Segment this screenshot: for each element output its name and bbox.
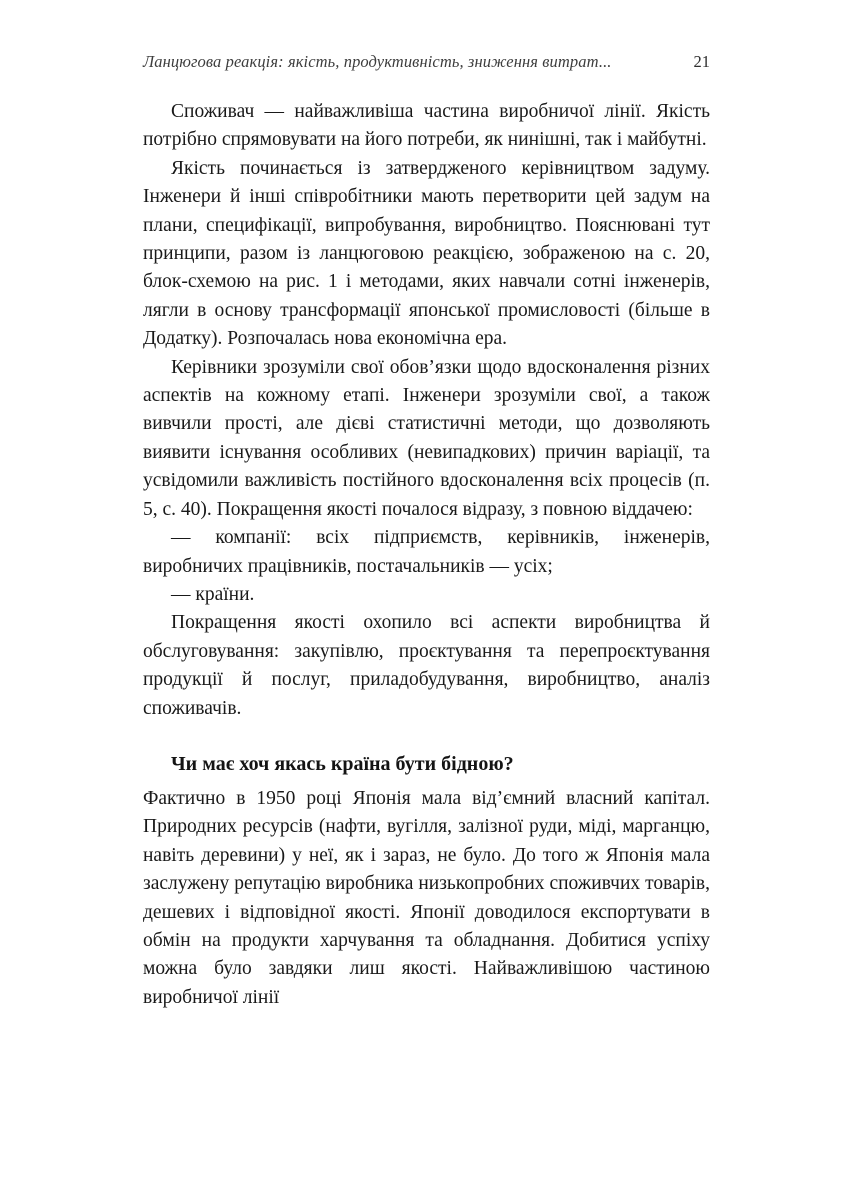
paragraph: Фактично в 1950 році Японія мала від’ємний власний капітал. Природних ресурсів (нафти, вугілля, залізної руди, міді, марганцю, навіть деревини) у неї, як і зараз, не було. До того ж Японія мала заслужену репутацію виробника низькопробних споживчих товарів, дешевих і відповідної якості. Японії доводилося експортувати в обмін на продукти харчування та обладнання. Добитися успіху можна було завдяки лиш якості. Найважливішою частиною виробничої лінії xyxy=(143,787,710,1008)
paragraph: Якість починається із затвердженого керівництвом задуму. Інженери й інші співробітники мають перетворити цей задум на плани, специфікації, випробування, виробництво. Пояснювані тут принципи, разом із ланцюговою реакцією, зображеною на с. 20, блок-схемою на рис. 1 і методами, яких навчали сотні інженерів, лягли в основу трансформації японської промисловості (більше в Додатку). Розпочалась нова економічна ера. xyxy=(143,157,710,350)
list-item-paragraph: — компанії: всіх підприємств, керівників, інженерів, виробничих працівників, постачальників — усіх; xyxy=(143,527,710,577)
running-header xyxy=(143,52,710,72)
chapter-title: Ланцюгова реакція: якість, продуктивність, зниження витрат... xyxy=(143,52,612,71)
section-heading: Чи має хоч якась країна бути бідною? xyxy=(171,752,514,775)
paragraph: Покращення якості охопило всі аспекти виробництва й обслуговування: закупівлю, проєктування та перепроєктування продукції й послуг, приладобудування, виробництво, аналіз споживачів. xyxy=(143,612,710,719)
paragraph: Споживач — найважливіша частина виробничої лінії. Якість потрібно спрямовувати на його потреби, як нинішні, так і майбутні. xyxy=(143,101,710,151)
page-content xyxy=(143,98,710,1012)
page-number: 21 xyxy=(693,52,710,71)
paragraph: Керівники зрозуміли свої обов’язки щодо вдосконалення різних аспектів на кожному етапі. Інженери зрозуміли свої, а також вивчили прості, але дієві статистичні методи, що дозволяють виявити існування особливих (невипадкових) причин варіації, та усвідомили важливість постійного вдосконалення всіх процесів (п. 5, с. 40). Покращення якості почалося відразу, з повною віддачею: xyxy=(143,356,710,520)
list-item-paragraph: — країни. xyxy=(171,583,255,605)
